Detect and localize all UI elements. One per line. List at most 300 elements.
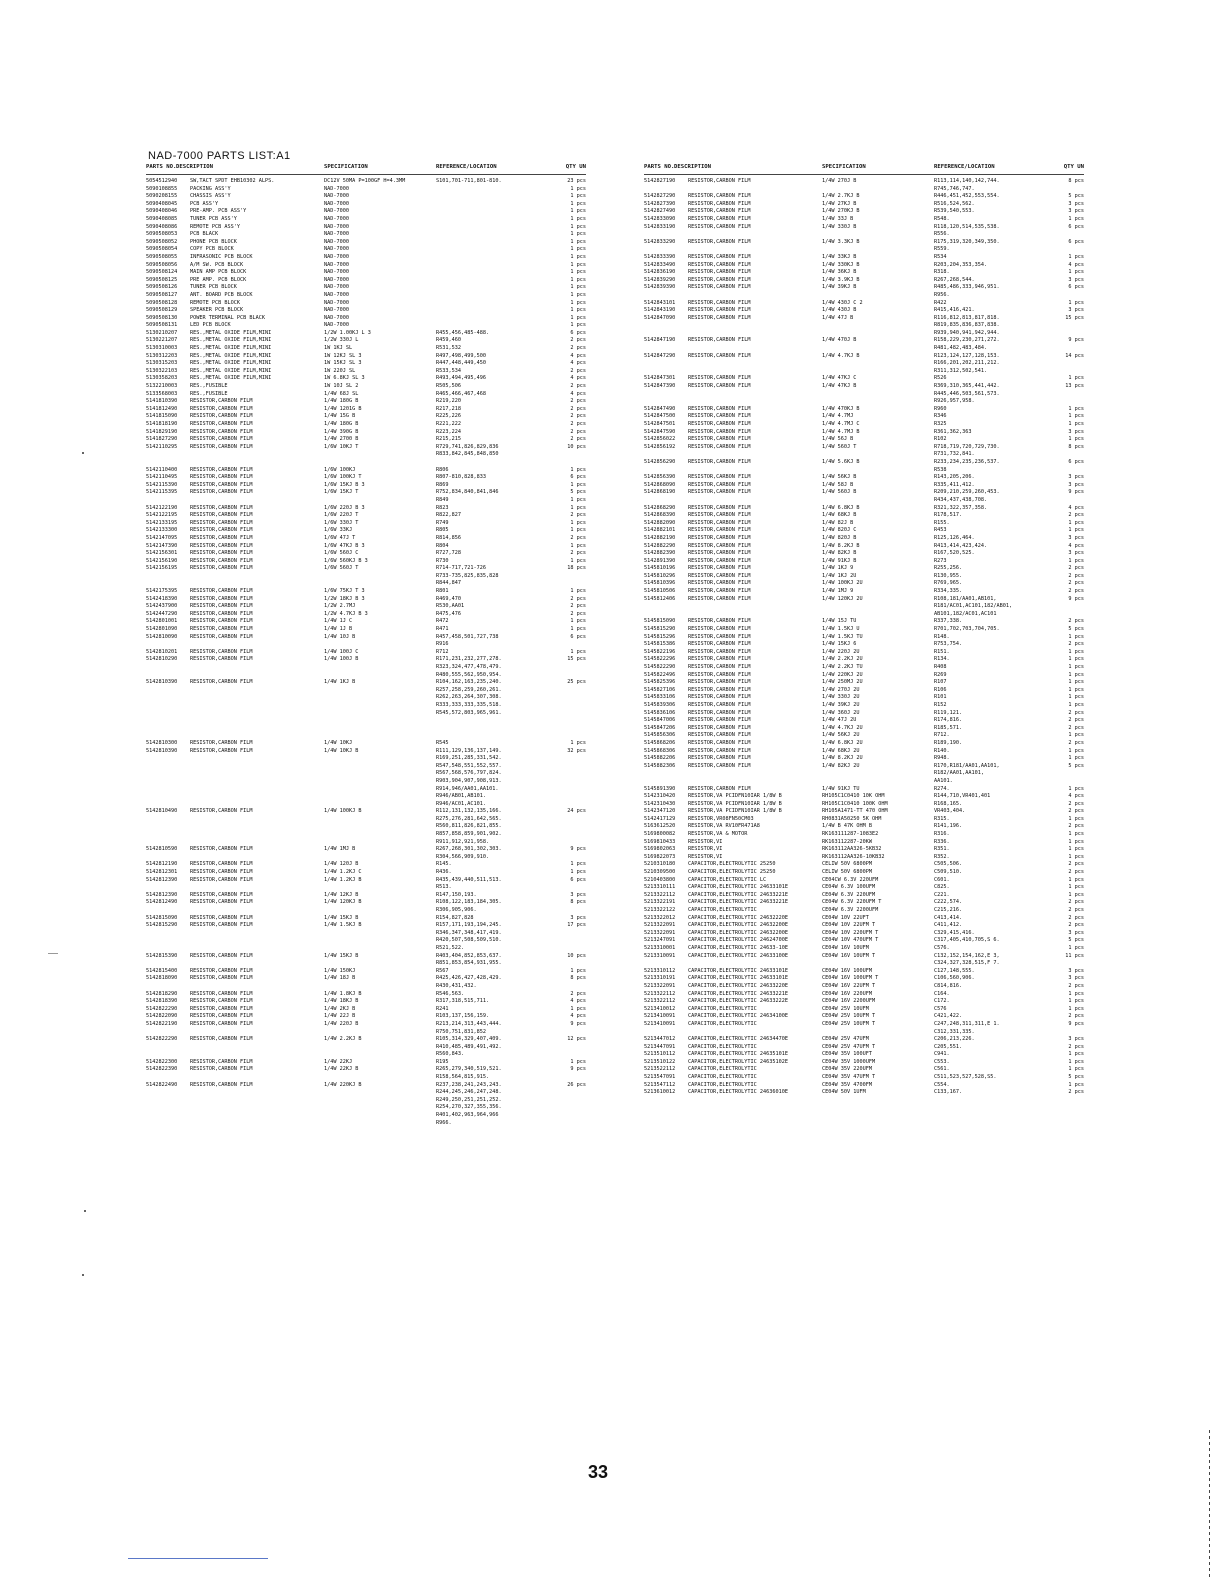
table-row: [644, 406, 1084, 414]
part-number: 5130210207: [146, 329, 178, 336]
part-description: RESISTOR,CARBON FILM: [190, 998, 253, 1005]
table-row: [644, 186, 1084, 194]
part-reference: R857,858,859,901,902.: [436, 831, 502, 838]
part-description: RESISTOR,CARBON FILM: [190, 1058, 253, 1065]
part-quantity: 1 pcs: [570, 1058, 586, 1065]
part-reference: R334,335.: [934, 588, 963, 595]
part-number: 5054512940: [146, 178, 178, 184]
part-number: 5142156301: [146, 550, 178, 557]
part-number: 5142891390: [644, 557, 676, 564]
table-row: [146, 664, 586, 672]
part-reference: R267,268,544.: [934, 276, 975, 283]
part-number: 5142847590: [644, 428, 676, 435]
part-description: CAPACITOR,ELECTROLYTIC 24633100E: [688, 952, 788, 959]
table-row: [146, 861, 586, 869]
part-description: RESISTOR,CARBON FILM: [190, 557, 253, 564]
table-row: [644, 823, 1084, 831]
part-reference: R148.: [934, 633, 950, 640]
part-quantity: 15 pcs: [1065, 314, 1084, 321]
part-reference: R410,485,489,491,492.: [436, 1043, 502, 1050]
header-description: DESCRIPTION: [176, 164, 214, 170]
table-row: [146, 839, 586, 847]
part-reference: R966.: [436, 1119, 452, 1126]
part-quantity: 9 pcs: [570, 846, 586, 853]
part-reference: R849: [436, 496, 449, 503]
part-number: 5090408045: [146, 200, 178, 207]
part-reference: C509,510.: [934, 869, 963, 876]
part-number: 5141818190: [146, 421, 178, 427]
part-specification: CE04W 16V 22UFM T: [822, 982, 876, 989]
part-specification: 1/4W 2.2KJ TU: [822, 664, 863, 670]
table-row: [644, 725, 1084, 733]
table-row: [146, 831, 586, 839]
part-reference: R730: [436, 557, 449, 564]
part-quantity: 1 pcs: [570, 231, 586, 238]
part-reference: R712.: [934, 732, 950, 739]
table-row: [146, 345, 586, 353]
part-description: LED PCB BLOCK: [190, 322, 231, 329]
table-row: [146, 998, 586, 1006]
part-specification: 1/4W 56KJ 2U: [822, 732, 860, 739]
part-number: 5213547091: [644, 1074, 676, 1081]
part-specification: 1/4W 100KJ 2U: [822, 580, 863, 587]
table-row: [644, 694, 1084, 702]
part-specification: CELIW 50V 6800PM: [822, 869, 872, 876]
part-description: ANT. BOARD PCB BLOCK: [190, 291, 253, 298]
table-row: [644, 216, 1084, 224]
part-quantity: 1 pcs: [1068, 815, 1084, 822]
part-specification: 1/6W 75KJ T 3: [324, 588, 365, 595]
part-reference: R143,205,206.: [934, 474, 975, 481]
part-number: 5169822073: [644, 853, 676, 860]
table-row: [146, 694, 586, 702]
table-row: [146, 482, 586, 490]
part-reference: R956.: [934, 291, 950, 298]
part-reference: R497,498,499,500: [436, 352, 486, 359]
part-specification: 1/4W 47KJ B: [822, 383, 857, 390]
part-description: RESISTOR,CARBON FILM: [688, 534, 751, 541]
table-row: [146, 307, 586, 315]
part-description: RESISTOR,CARBON FILM: [190, 648, 253, 655]
table-row: [644, 1013, 1084, 1021]
part-reference: AA101.: [934, 777, 953, 784]
part-number: 5210403800: [644, 876, 676, 883]
part-number: 5142833490: [644, 261, 676, 268]
part-specification: CE04W 16V 100UFM T: [822, 975, 879, 982]
table-row: [146, 489, 586, 497]
table-row: [644, 991, 1084, 999]
part-reference: R335,411,412.: [934, 481, 975, 488]
part-description: RESISTOR,CARBON FILM: [688, 762, 751, 769]
table-row: [644, 277, 1084, 285]
part-number: 5142833190: [644, 223, 676, 230]
part-reference: R567,568,576,797,824.: [436, 770, 502, 777]
part-specification: 1/4W 330J 2U: [822, 694, 860, 701]
part-quantity: 1 pcs: [1068, 253, 1084, 260]
part-quantity: 1 pcs: [570, 314, 586, 321]
part-quantity: 1 pcs: [1068, 527, 1084, 534]
part-specification: NAD-7000: [324, 208, 349, 215]
part-description: CAPACITOR,ELECTROLYTIC 24633221E: [688, 990, 788, 997]
part-number: 5213610012: [644, 1089, 676, 1096]
table-row: [644, 603, 1084, 611]
part-reference: R413,414,423,424.: [934, 542, 988, 549]
part-reference: C421,422.: [934, 1013, 963, 1020]
part-quantity: 1 pcs: [570, 185, 586, 192]
part-description: A/M SW. PCB BLOCK: [190, 261, 244, 268]
part-number: 5142868090: [644, 481, 676, 488]
table-row: [644, 391, 1084, 399]
table-row: [644, 201, 1084, 209]
part-reference: R221,222: [436, 421, 461, 427]
part-number: 5145810296: [644, 572, 676, 579]
part-quantity: 1 pcs: [1068, 519, 1084, 526]
part-reference: R833,842,845,848,850: [436, 451, 499, 458]
part-quantity: 3 pcs: [1068, 307, 1084, 314]
part-number: 5141829190: [146, 428, 178, 435]
part-specification: RH0831A50250 5K OHM: [822, 815, 882, 822]
column-header: [644, 164, 1084, 175]
table-row: [146, 1059, 586, 1067]
part-reference: R267,268,301,302,303.: [436, 846, 502, 853]
part-number: 5142822390: [146, 1066, 178, 1073]
part-reference: R304,566,909,910.: [436, 853, 490, 860]
part-specification: CE04W 16V 10UFM T: [822, 952, 876, 959]
part-specification: 1/6W 560J T: [324, 565, 359, 572]
table-row: [644, 922, 1084, 930]
part-number: 5142310420: [644, 793, 676, 800]
part-specification: 1/4W 91KJ TU: [822, 785, 860, 792]
part-quantity: 2 pcs: [1068, 717, 1084, 724]
part-quantity: 24 pcs: [567, 808, 586, 815]
part-reference: R701,702,703,704,705.: [934, 626, 1000, 633]
part-specification: 1W 1KJ SL: [324, 345, 353, 352]
part-description: CAPACITOR,ELECTROLYTIC: [688, 1043, 757, 1050]
part-number: 5142818290: [146, 990, 178, 997]
part-quantity: 1 pcs: [570, 284, 586, 291]
part-number: 5142115395: [146, 489, 178, 496]
part-description: RESISTOR,CARBON FILM: [688, 626, 751, 633]
part-specification: 1/4W 220KJ B: [324, 1081, 362, 1088]
table-row: [644, 512, 1084, 520]
part-description: RESISTOR,CARBON FILM: [190, 519, 253, 526]
part-quantity: 3 pcs: [570, 914, 586, 921]
part-number: 5090508131: [146, 322, 178, 329]
part-reference: R807-810,828,833: [436, 474, 486, 481]
part-number: 5213247091: [644, 937, 676, 944]
part-specification: NAD-7000: [324, 291, 349, 298]
part-quantity: 2 pcs: [570, 398, 586, 405]
part-quantity: 9 pcs: [570, 1066, 586, 1073]
table-row: [146, 436, 586, 444]
table-row: [146, 846, 586, 854]
part-number: 5141815090: [146, 413, 178, 420]
part-description: PACKING ASS'Y: [190, 185, 231, 192]
part-reference: R539,540,553.: [934, 208, 975, 215]
part-quantity: 1 pcs: [1068, 876, 1084, 883]
table-row: [644, 292, 1084, 300]
part-quantity: 6 pcs: [1068, 284, 1084, 291]
part-specification: 1/4W 100KJ B: [324, 808, 362, 815]
part-quantity: 1 pcs: [570, 261, 586, 268]
part-quantity: 11 pcs: [1065, 952, 1084, 959]
part-description: RESISTOR,CARBON FILM: [688, 694, 751, 701]
table-row: [146, 740, 586, 748]
table-row: [146, 930, 586, 938]
part-reference: R801: [436, 588, 449, 595]
part-number: 5213547112: [644, 1081, 676, 1088]
part-description: RESISTOR,CARBON FILM: [190, 861, 253, 868]
table-row: [644, 892, 1084, 900]
part-reference: R257,258,259,260,261.: [436, 686, 502, 693]
part-number: 5142847500: [644, 413, 676, 420]
part-number: 5142847490: [644, 405, 676, 412]
part-number: 5090508055: [146, 253, 178, 260]
part-reference: R255,256.: [934, 565, 963, 572]
part-number: 5142147390: [146, 542, 178, 549]
part-quantity: 8 pcs: [1068, 443, 1084, 450]
part-reference: R911,912,921,958.: [436, 838, 490, 845]
part-number: 5213310001: [644, 944, 676, 951]
part-specification: CE04W 35V 220UFM: [822, 1066, 872, 1073]
part-specification: CE04W 25V 10UFM T: [822, 1020, 876, 1027]
part-quantity: 4 pcs: [1068, 261, 1084, 268]
part-reference: R869: [436, 481, 449, 488]
table-row: [644, 968, 1084, 976]
table-row: [644, 687, 1084, 695]
table-row: [644, 846, 1084, 854]
part-description: RESISTOR,CARBON FILM: [688, 269, 751, 276]
part-description: RESISTOR,CARBON FILM: [190, 656, 253, 663]
part-number: 5142827190: [644, 178, 676, 184]
part-specification: 1/4W 1.2KJ B: [324, 876, 362, 883]
part-number: 5142868290: [644, 504, 676, 511]
part-reference: C106,560,906.: [934, 975, 975, 982]
part-description: RESISTOR,CARBON FILM: [190, 1005, 253, 1012]
part-reference: R318.: [934, 269, 950, 276]
table-row: [146, 618, 586, 626]
table-row: [644, 383, 1084, 391]
part-specification: 1/4W 47KJ C: [822, 375, 857, 382]
part-quantity: 2 pcs: [570, 990, 586, 997]
part-reference: VR403,404.: [934, 808, 966, 815]
part-specification: 1/4W 82KJ 2U: [822, 762, 860, 769]
part-number: 5142856390: [644, 474, 676, 481]
part-number: 5090508056: [146, 261, 178, 268]
part-number: 5090508129: [146, 307, 178, 314]
part-number: 5142856290: [644, 458, 676, 465]
table-row: [644, 300, 1084, 308]
part-specification: CE04W 25V 47UFM T: [822, 1043, 876, 1050]
part-specification: NAD-7000: [324, 261, 349, 268]
part-description: RESISTOR,CARBON FILM: [190, 1020, 253, 1027]
part-description: RESISTOR,CARBON FILM: [688, 512, 751, 519]
part-number: 5142818090: [146, 975, 178, 982]
part-number: 5145815386: [644, 641, 676, 648]
table-row: [644, 497, 1084, 505]
table-row: [644, 915, 1084, 923]
part-number: 5141810390: [146, 398, 178, 405]
part-quantity: 3 pcs: [1068, 1036, 1084, 1043]
part-description: TUNER PCB BLOCK: [190, 284, 237, 291]
part-number: 5142810590: [146, 846, 178, 853]
table-row: [146, 527, 586, 535]
part-description: RESISTOR,CARBON FILM: [190, 808, 253, 815]
part-number: 5213510122: [644, 1058, 676, 1065]
part-description: RES.,METAL OXIDE FILM,MINI: [190, 345, 272, 352]
part-number: 5142822300: [146, 1058, 178, 1065]
part-specification: RK163112AA326-10KB32: [822, 853, 885, 860]
table-row: [146, 922, 586, 930]
part-reference: C222,574.: [934, 899, 963, 906]
part-reference: R346: [934, 413, 947, 420]
part-quantity: 2 pcs: [1068, 739, 1084, 746]
part-quantity: 1 pcs: [570, 626, 586, 633]
table-row: [644, 565, 1084, 573]
table-row: [146, 467, 586, 475]
part-reference: R166,201,202,211,212.: [934, 360, 1000, 367]
part-specification: 1/4W 1KJ B: [324, 679, 356, 686]
part-reference: R946/AC01,AC101.: [436, 800, 486, 807]
part-quantity: 8 pcs: [570, 975, 586, 982]
table-row: [644, 451, 1084, 459]
table-row: [146, 1120, 586, 1128]
part-quantity: 3 pcs: [1068, 929, 1084, 936]
table-row: [644, 1036, 1084, 1044]
part-description: RESISTOR,CARBON FILM: [190, 1066, 253, 1073]
part-description: RES.,FUSIBLE: [190, 383, 228, 390]
part-specification: NAD-7000: [324, 269, 349, 276]
part-quantity: 2 pcs: [1068, 800, 1084, 807]
part-number: 5145847006: [644, 717, 676, 724]
part-reference: R545,572,803,965,961.: [436, 709, 502, 716]
part-quantity: 2 pcs: [1068, 907, 1084, 913]
table-row: [146, 429, 586, 437]
part-reference: R823: [436, 504, 449, 511]
table-row: [146, 535, 586, 543]
part-number: 5142847301: [644, 375, 676, 382]
part-quantity: 2 pcs: [1068, 869, 1084, 876]
part-number: 5141812490: [146, 405, 178, 412]
part-quantity: 4 pcs: [570, 998, 586, 1005]
table-row: [644, 178, 1084, 186]
part-number: 5145882306: [644, 762, 676, 769]
part-reference: R531,532: [436, 345, 461, 352]
part-reference: R745,746,747.: [934, 185, 975, 192]
part-description: RESISTOR,CARBON FILM: [190, 527, 253, 534]
part-number: 5142810390: [146, 747, 178, 754]
part-specification: 1/4W 150KJ: [324, 967, 356, 974]
table-row: [146, 808, 586, 816]
part-description: CAPACITOR,ELECTROLYTIC 24633101E: [688, 967, 788, 974]
table-row: [644, 618, 1084, 626]
part-number: 5142812490: [146, 899, 178, 906]
part-reference: R233,234,235,236,537.: [934, 458, 1000, 465]
part-reference: R718,719,720,729,730.: [934, 443, 1000, 450]
table-row: [146, 201, 586, 209]
table-row: [146, 1112, 586, 1120]
table-row: [644, 656, 1084, 664]
part-quantity: 2 pcs: [1068, 512, 1084, 519]
part-reference: R916: [436, 641, 449, 648]
part-specification: NAD-7000: [324, 253, 349, 260]
part-description: RESISTOR,VA PCIDFN10IAR 1/8W B: [688, 793, 782, 800]
part-number: 5142110295: [146, 443, 178, 450]
part-reference: R315.: [934, 815, 950, 822]
part-number: 5142818390: [146, 998, 178, 1005]
part-description: MAIN AMP PCB BLOCK: [190, 269, 247, 276]
table-row: [644, 740, 1084, 748]
part-quantity: 9 pcs: [570, 1020, 586, 1027]
part-number: 5142110495: [146, 474, 178, 481]
part-quantity: 3 pcs: [1068, 428, 1084, 435]
part-reference: R125,126,464.: [934, 534, 975, 541]
part-specification: NAD-7000: [324, 307, 349, 314]
table-row: [644, 307, 1084, 315]
part-reference: R567: [436, 967, 449, 974]
part-quantity: 26 pcs: [567, 1081, 586, 1088]
table-row: [644, 960, 1084, 968]
part-quantity: 6 pcs: [570, 329, 586, 336]
part-reference: R141,196.: [934, 823, 963, 830]
part-description: RESISTOR,VI: [688, 853, 723, 860]
part-quantity: 2 pcs: [1068, 914, 1084, 921]
part-number: 5142812301: [146, 869, 178, 876]
part-quantity: 4 pcs: [570, 1013, 586, 1020]
part-specification: 1/4W 3.9KJ B: [822, 276, 860, 283]
part-specification: CE04W 6.3V 220UFM T: [822, 899, 882, 906]
part-specification: 1/4W 18J B: [324, 975, 356, 982]
part-specification: CE04W 6.3V 2200UFM: [822, 907, 879, 913]
part-description: RESISTOR,CARBON FILM: [688, 724, 751, 731]
part-description: RESISTOR,CARBON FILM: [190, 990, 253, 997]
part-description: RESISTOR,CARBON FILM: [688, 755, 751, 762]
part-quantity: 6 pcs: [570, 876, 586, 883]
table-row: [146, 755, 586, 763]
part-specification: NAD-7000: [324, 322, 349, 329]
part-description: RESISTOR,CARBON FILM: [190, 413, 253, 420]
part-reference: R750,751,831,852: [436, 1028, 486, 1035]
table-row: [146, 269, 586, 277]
part-number: 5142847390: [644, 383, 676, 390]
part-reference: C247,248,311,311,E 1.: [934, 1020, 1000, 1027]
part-reference: R118,120,514,535,538.: [934, 223, 1000, 230]
part-specification: 1/4W 33KJ B: [822, 253, 857, 260]
part-number: 5213410091: [644, 1013, 676, 1020]
part-reference: R321,322,357,358.: [934, 504, 988, 511]
part-description: RESISTOR,CARBON FILM: [688, 588, 751, 595]
page-number: 33: [588, 1462, 609, 1482]
part-quantity: 5 pcs: [1068, 937, 1084, 944]
part-specification: CE04W 10V 220UFM T: [822, 929, 879, 936]
part-reference: R346,347,348,417,419.: [436, 929, 502, 936]
table-row: [146, 398, 586, 406]
part-quantity: 2 pcs: [1068, 899, 1084, 906]
part-specification: 1/4W 100J C: [324, 648, 359, 655]
part-specification: 1/6W 560KJ B 3: [324, 557, 368, 564]
part-quantity: 1 pcs: [570, 223, 586, 230]
part-reference: R168,165.: [934, 800, 963, 807]
part-specification: 1W 15KJ SL 3: [324, 360, 362, 367]
part-description: RESISTOR,CARBON FILM: [688, 701, 751, 708]
part-number: 5142418390: [146, 595, 178, 602]
part-reference: R534: [934, 253, 947, 260]
table-row: [146, 444, 586, 452]
part-quantity: 6 pcs: [570, 474, 586, 481]
table-row: [146, 1104, 586, 1112]
part-description: RESISTOR,CARBON FILM: [190, 1036, 253, 1043]
part-specification: 1/4W 10J B: [324, 633, 356, 640]
